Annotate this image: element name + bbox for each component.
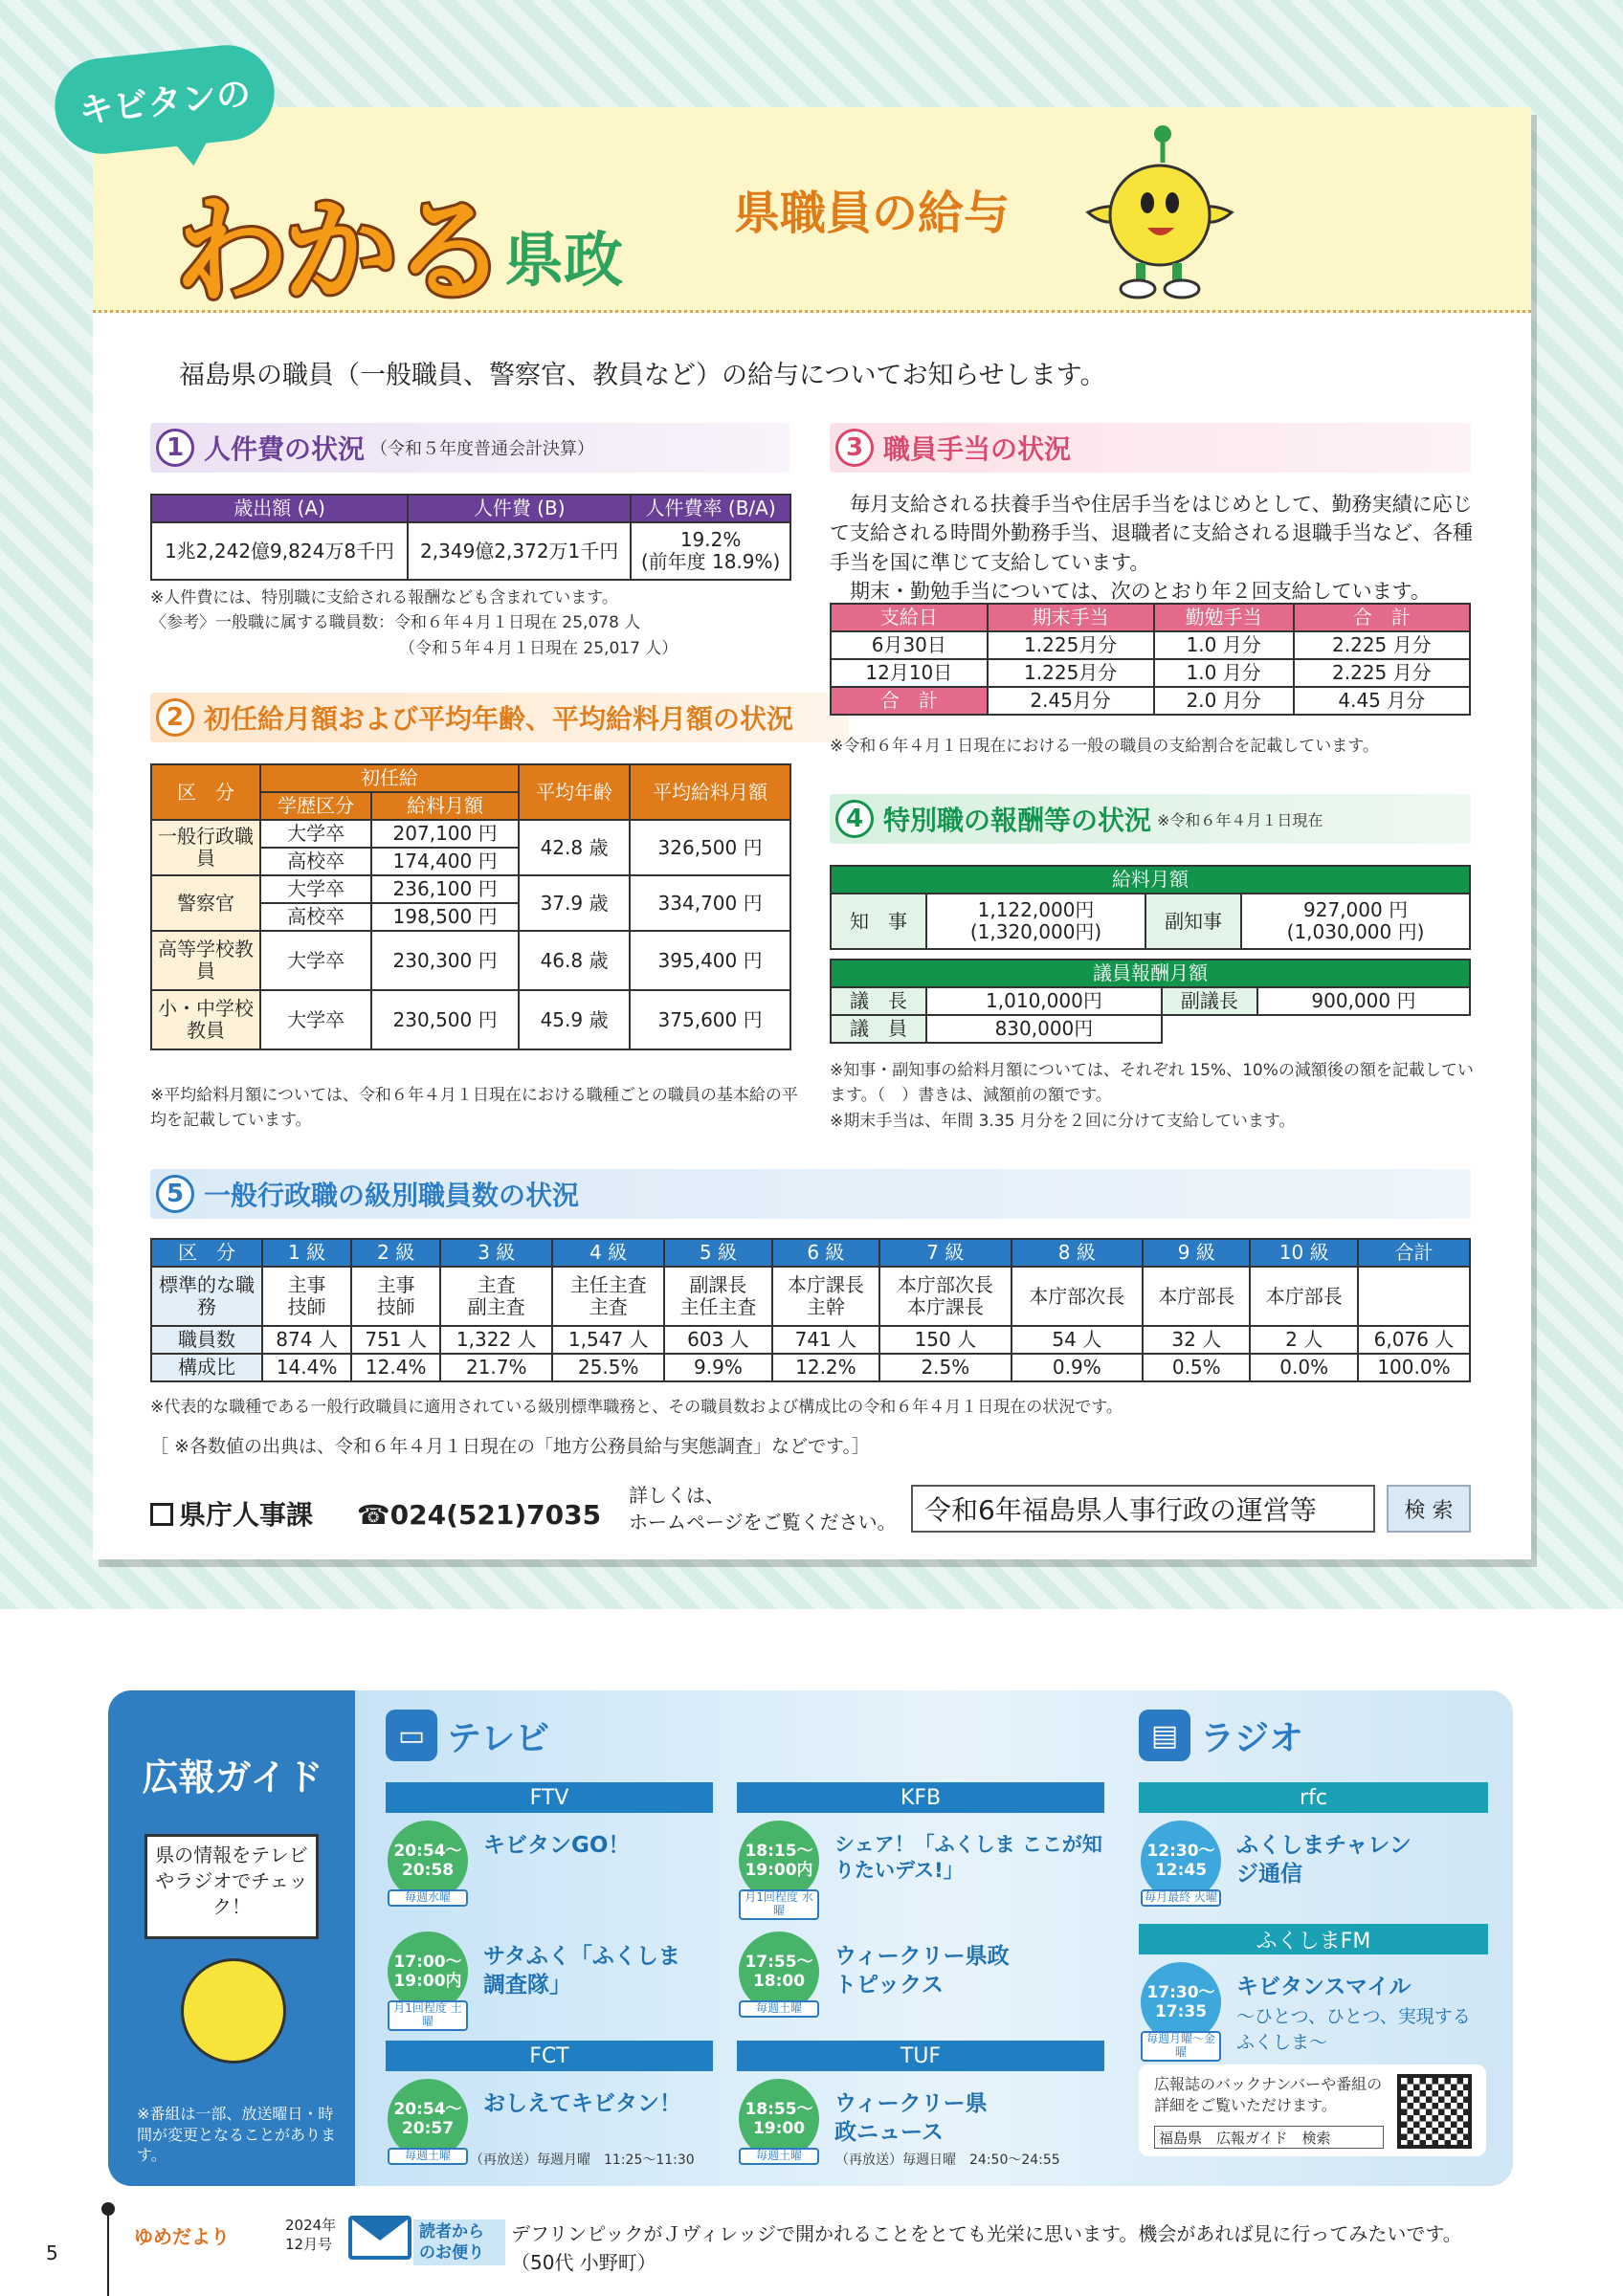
table-row: 一般行政職員 大学卒 207,100 円 42.8 歳 326,500 円 [151, 820, 790, 848]
section5-heading [150, 1169, 1471, 1219]
section2-number: 2 [156, 698, 194, 737]
section1-number: 1 [156, 429, 194, 467]
guide-search-box[interactable]: 福島県 広報ガイド 検索 [1154, 2126, 1384, 2149]
table-row: 職員数 874 人 751 人 1,322 人 1,547 人 603 人 741 人 150 人 54 人 32 人 2 人 6,076 人 [151, 1326, 1470, 1354]
divider [107, 2205, 109, 2296]
table-row: 標準的な職務 主事 技師 主事 技師 主査 副主査 主任主査 主査 副課長 主任主査 本庁課長 主幹 本庁部次長 本庁課長 本庁部次長 本庁部長 本庁部長 [151, 1267, 1470, 1326]
program-challenge: 12:30〜12:45 毎月最終 火曜 ふくしまチャレンジ通信 [1141, 1821, 1418, 1920]
personnel-cost-value: 2,349億2,372万1千円 [408, 522, 631, 580]
program-satafuku: 17:00〜19:00内 月1回程度 土曜 サタふく「ふくしま調査隊」 [388, 1932, 694, 2031]
article-card [77, 74, 1531, 1559]
expenditure-value: 1兆2,242億9,824万8千円 [151, 522, 408, 580]
mail-icon [348, 2216, 411, 2260]
section1-notes: ※人件費には、特別職に支給される報酬なども含まれています。 〈参考〉一般職に属する職員数：令和６年４月１日現在 25,078 人 （令和５年４月１日現在 25,017 人） [150, 588, 678, 658]
table-row: 警察官 大学卒 236,100 円 37.9 歳 334,700 円 [151, 875, 790, 903]
mascot-icon [181, 1958, 286, 2064]
phone: ☎024(521)7035 [356, 1499, 602, 1531]
th-avg-age: 平均年齢 [519, 764, 630, 820]
program-weekly-news-rerun: （再放送）毎週日曜 24:50〜24:55 [835, 2152, 1060, 2168]
qr-code-icon[interactable] [1397, 2074, 1472, 2149]
table-row: 合 計 2.45月分 2.0 月分 4.45 月分 [831, 687, 1470, 715]
tv-icon: ▭ [386, 1710, 437, 1761]
th-avg-salary: 平均給料月額 [630, 764, 790, 820]
logo-wakaru: わかる [174, 186, 501, 319]
tv-heading: ▭ テレビ [386, 1710, 549, 1761]
section2-heading [150, 693, 849, 742]
contact [150, 1494, 601, 1533]
section3-note: ※令和６年４月１日現在における一般の職員の支給割合を記載しています。 [830, 737, 1379, 756]
station-fm: ふくしまFM [1139, 1924, 1488, 1954]
section5-note: ※代表的な職種である一般行政職員に適用されている級別標準職務と、その職員数および構成比の令和６年４月１日現在の状況です。 [150, 1398, 1123, 1417]
magazine-logo: ゆめだより [134, 2225, 230, 2248]
kibitan-bubble: キビタンの [50, 40, 278, 158]
article-header [77, 74, 1531, 319]
governor-salary-table: 給料月額 知 事 1,122,000円 (1,320,000円) 副知事 927,000 円 (1,030,000 円) [830, 865, 1471, 950]
program-kibitan-go: 20:54〜20:58 毎週水曜 キビタンGO！ [388, 1821, 630, 1920]
starting-salary-table [150, 763, 791, 1050]
section3-heading [830, 423, 1471, 473]
th-education: 学歴区分 [260, 792, 371, 820]
table-row: 構成比 14.4% 12.4% 21.7% 25.5% 9.9% 12.2% 2.5% 0.9% 0.5% 0.0% 100.0% [151, 1354, 1470, 1381]
table-row: 12月10日 1.225月分 1.0 月分 2.225 月分 [831, 659, 1470, 687]
department: 県庁人事課 [179, 1499, 314, 1531]
table-row: 高校卒 198,500 円 [151, 903, 790, 931]
th-expenditure: 歳出額 (A) [151, 495, 408, 522]
section4-title: 特別職の報酬等の状況 [883, 805, 1152, 836]
section1-subtitle: （令和５年度普通会計決算） [370, 439, 595, 459]
kibitan-mascot-icon [1059, 124, 1260, 306]
th-cost-ratio: 人件費率 (B/A) [631, 495, 790, 522]
page-title: 県職員の給与 [734, 187, 1011, 240]
section4-subtitle: ※令和６年４月１日現在 [1157, 810, 1323, 829]
station-kfb: KFB [737, 1782, 1104, 1813]
issue-date: 2024年 12月号 [285, 2217, 337, 2253]
station-fct: FCT [386, 2041, 713, 2071]
qr-panel: 広報誌のバックナンバーや番組の詳細をご覧いただけます。 福島県 広報ガイド 検索 [1139, 2064, 1486, 2156]
guide-sidebar [108, 1690, 355, 2186]
guide-title: 広報ガイド [142, 1756, 323, 1799]
pr-guide [108, 1690, 1513, 2186]
section1-title: 人件費の状況 [204, 433, 366, 465]
section4-number: 4 [835, 800, 874, 838]
program-kibitan-smile: 17:30〜17:35 毎週月曜〜金曜 キビタンスマイル 〜ひとつ、ひとつ、実現する ふくしま〜 [1141, 1962, 1476, 2062]
section5-title: 一般行政職の級別職員数の状況 [204, 1180, 580, 1211]
station-tuf: TUF [737, 2041, 1104, 2071]
program-share: 18:15〜19:00内 月1回程度 水曜 シェア！「ふくしま ここが知りたいデス!」 [739, 1821, 1102, 1920]
program-weekly-topics: 17:55〜18:00 毎週土曜 ウィークリー県政トピックス [739, 1932, 1026, 2031]
section4-notes: ※知事・副知事の給料月額については、それぞれ 15%、10%の減額後の額を記載しています。（ ）書きは、減額前の額です。 ※期末手当は、年間 3.35 月分を２回に分けて支給しています。 [830, 1061, 1474, 1131]
th-category: 区 分 [151, 764, 260, 820]
program-weekly-news: 18:55〜19:00 毎週土曜 ウィークリー県政ニュース [739, 2079, 1007, 2178]
table-row: 高校卒 174,400 円 [151, 848, 790, 875]
th-starting-salary: 初任給 [260, 764, 519, 792]
grade-staff-table: 区 分 1 級 2 級 3 級 4 級 5 級 6 級 7 級 8 級 9 級 10 級 合計 標準的な職務 主事 技師 主事 技師 主査 副主査 主任主査 主査 副課長 主任主査 本庁課長 主幹 本庁部次長 本庁課長 本庁部次長 本庁部長 本庁部長 職員数 874 人 751 人 1,322 人 1,547 人 603 人 741 人 150 人 54 人 32 人 2 人 6,076 人 構成比 14.4% 12.4% 21.7% 25.5% 9.9% 12.2% 2.5% 0.9% 0.5% 0.0% 100.0% [150, 1238, 1471, 1382]
table-row: 6月30日 1.225月分 1.0 月分 2.225 月分 [831, 631, 1470, 659]
search-input[interactable]: 令和6年福島県人事行政の運営等 [911, 1485, 1375, 1533]
th-personnel-cost: 人件費 (B) [408, 495, 631, 522]
personnel-cost-table [150, 494, 791, 581]
th-monthly-salary: 給料月額 [371, 792, 519, 820]
page-number: 5 [46, 2241, 58, 2264]
guide-sign: 県の情報をテレビやラジオでチェック！ [145, 1834, 319, 1939]
program-oshiete-rerun: （再放送）毎週月曜 11:25〜11:30 [470, 2152, 695, 2168]
radio-icon: ▤ [1139, 1710, 1190, 1761]
radio-heading: ▤ ラジオ [1139, 1710, 1303, 1761]
department-icon [150, 1503, 173, 1526]
section5-number: 5 [156, 1175, 194, 1213]
reader-letter-tag: 読者からのお便り [413, 2219, 505, 2265]
assembly-salary-table: 議員報酬月額 議 長 1,010,000円 副議長 900,000 円 議 員 830,000円 [830, 959, 1471, 1044]
program-oshiete: 20:54〜20:57 毎週土曜 おしえてキビタン！ [388, 2079, 681, 2178]
section3-text: 毎月支給される扶養手当や住居手当をはじめとして、勤務実績に応じて支給される時間外勤務手当、退職者に支給される退職手当など、各種手当を国に準じて支給しています。 期末・勤勉手当については、次のとおり年２回支給しています。 [830, 493, 1473, 604]
reader-letter: デフリンピックがＪヴィレッジで開かれることをとても光栄に思います。機会があれば見に行ってみたいです。 （50代 小野町） [511, 2222, 1462, 2274]
divider-dot [101, 2202, 115, 2216]
homepage-guide: 詳しくは、 ホームページをご覧ください。 [629, 1484, 897, 1534]
intro-text: 福島県の職員（一般職員、警察官、教員など）の給与についてお知らせします。 [179, 361, 1106, 390]
guide-note: ※番組は一部、放送曜日・時間が変更となることがあります。 [137, 2105, 337, 2165]
section1-heading [150, 423, 789, 473]
search-button[interactable]: 検 索 [1387, 1485, 1471, 1533]
section2-note: ※平均給料月額については、令和６年４月１日現在における職種ごとの職員の基本給の平均を記載しています。 [150, 1086, 798, 1131]
allowance-table: 支給日 期末手当 勤勉手当 合 計 6月30日 1.225月分 1.0 月分 2.225 月分 12月10日 1.225月分 1.0 月分 2.225 月分 合 計 2.45月分 2.0 月分 4.45 月分 [830, 603, 1471, 716]
section2-title: 初任給月額および平均年齢、平均給料月額の状況 [204, 703, 794, 735]
section3-title: 職員手当の状況 [883, 433, 1072, 465]
section4-heading [830, 794, 1471, 844]
table-row: 小・中学校教員 大学卒 230,500 円 45.9 歳 375,600 円 [151, 990, 790, 1049]
source-note: ［ ※各数値の出典は、令和６年４月１日現在の「地方公務員給与実態調査」などです。］ [150, 1436, 870, 1457]
table-row: 高等学校教員 大学卒 230,300 円 46.8 歳 395,400 円 [151, 931, 790, 990]
station-rfc: rfc [1139, 1782, 1488, 1813]
logo-kensei: 県政 [504, 225, 624, 295]
station-ftv: FTV [386, 1782, 713, 1813]
section3-number: 3 [835, 429, 874, 467]
cost-ratio-value: 19.2% (前年度 18.9%) [631, 522, 790, 580]
